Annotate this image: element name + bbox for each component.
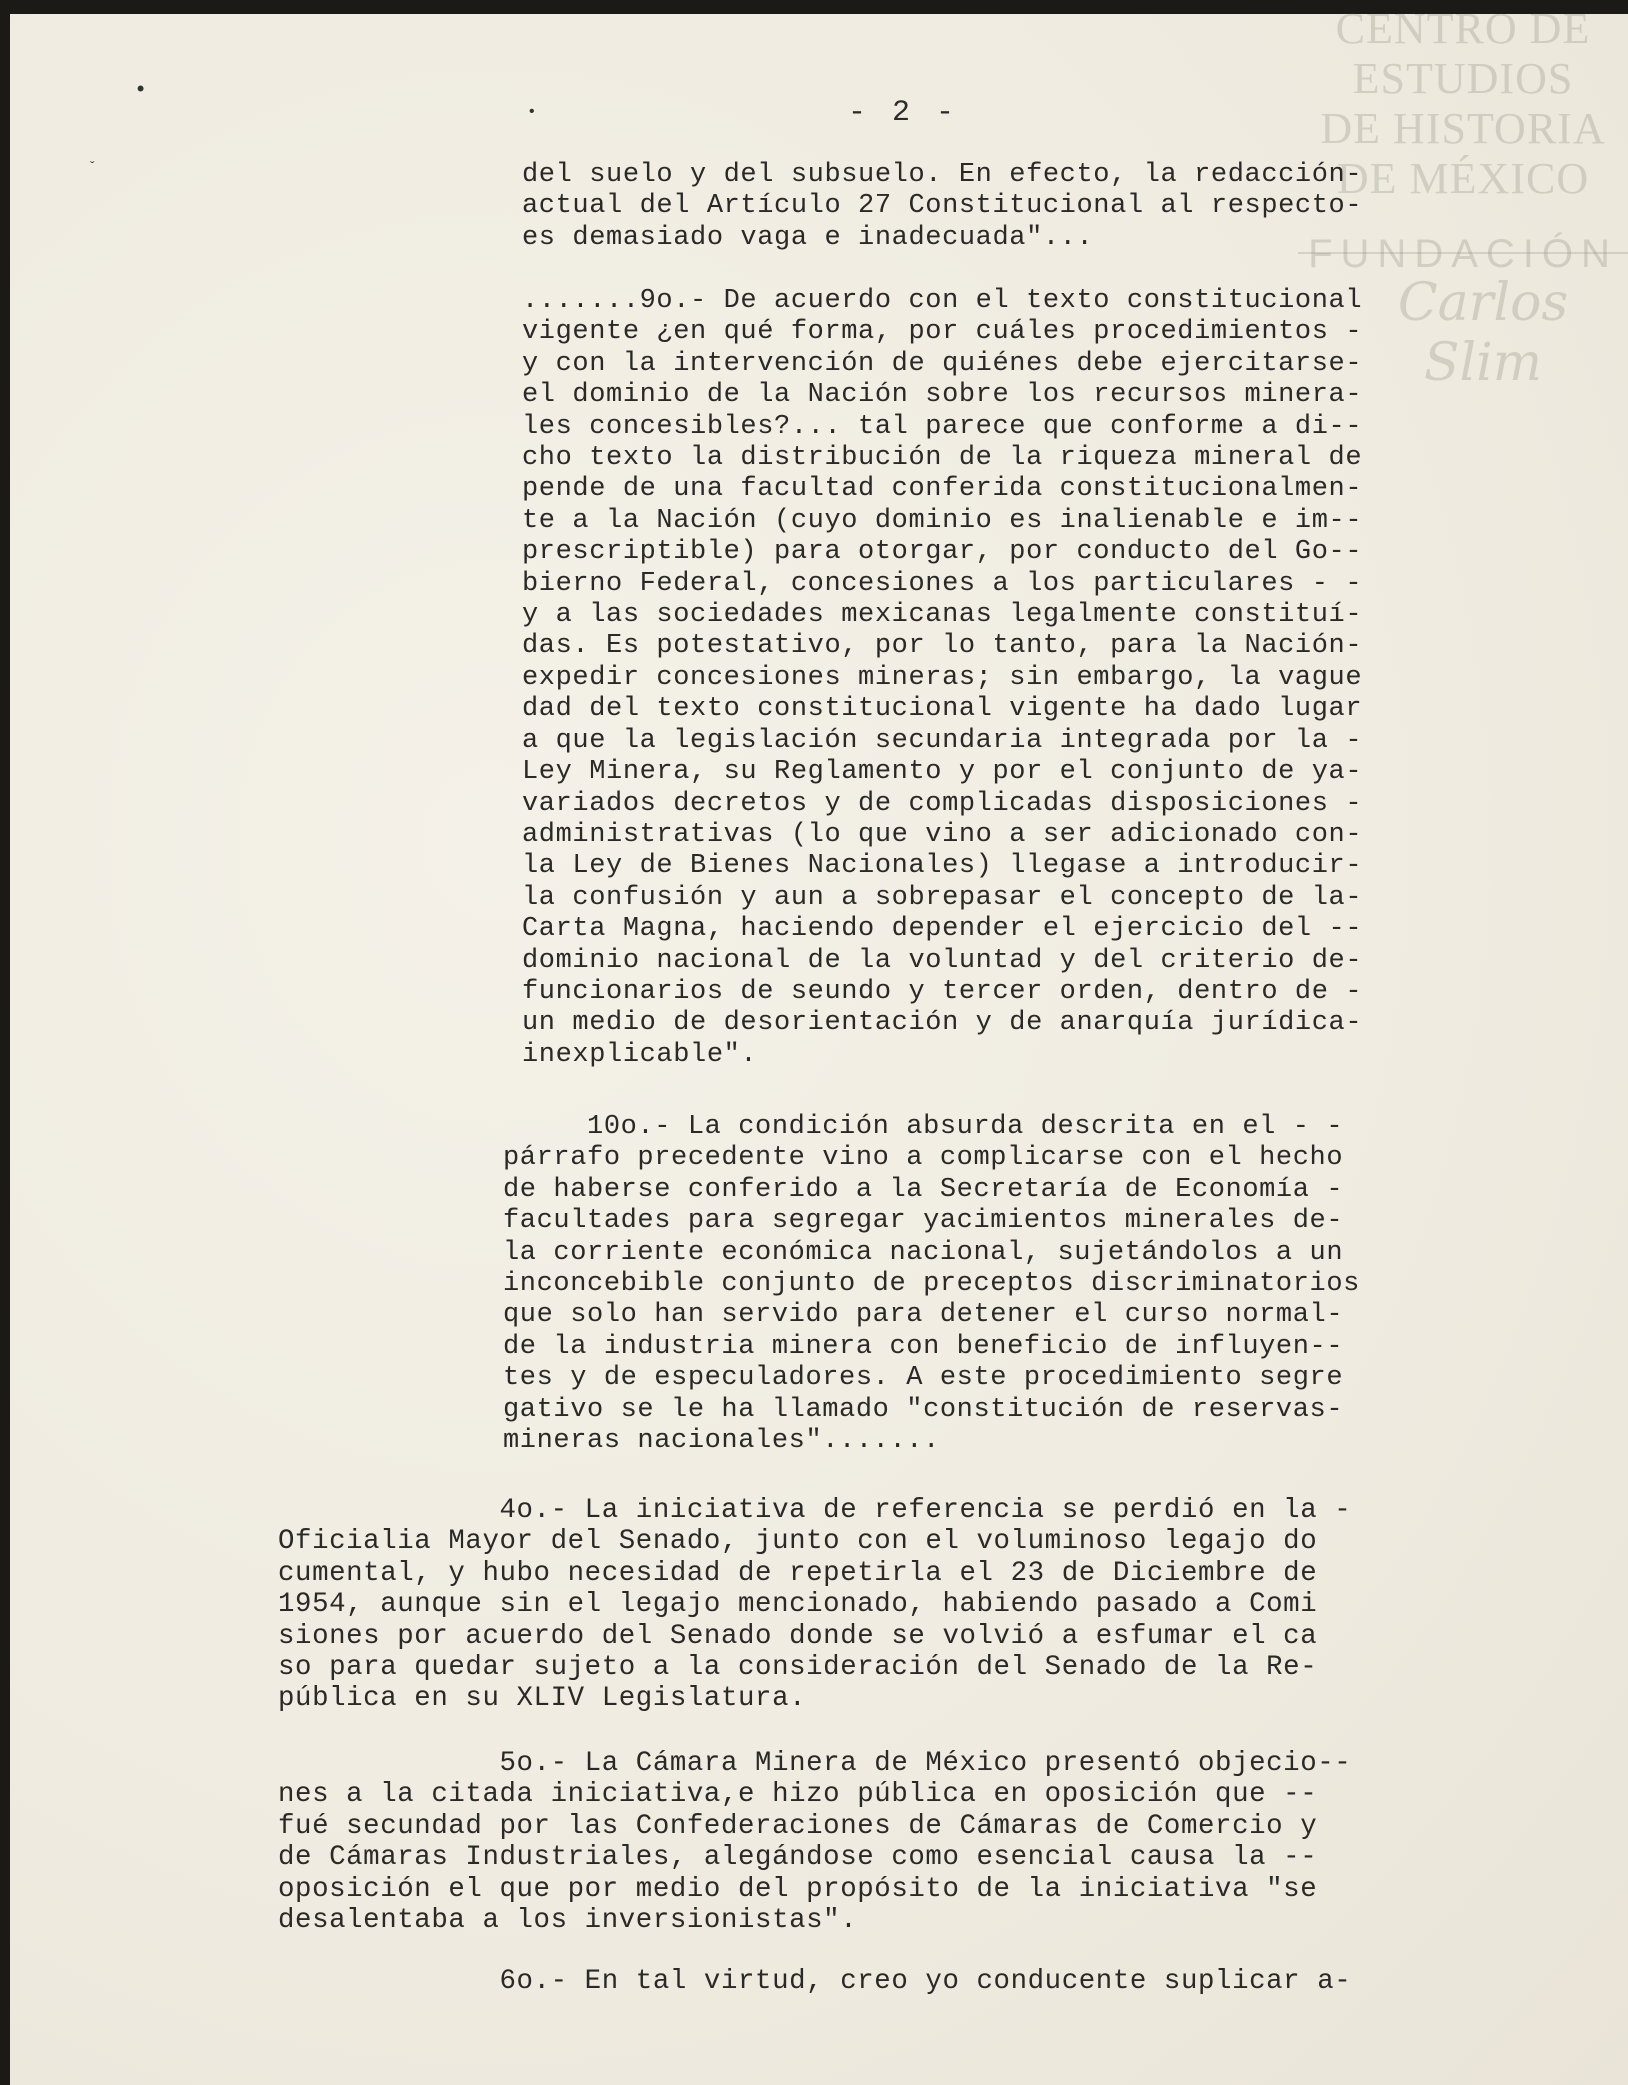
watermark-line-1: CENTRO DE [1335, 4, 1591, 53]
text-line: que solo han servido para detener el curso normal- [503, 1300, 1344, 1331]
text-line: te a la Nación (cuyo dominio es inalienable e im-- [522, 505, 1363, 536]
text-line: la confusión y aun a sobrepasar el concepto de la- [522, 882, 1363, 913]
paragraph-6 [278, 1966, 1351, 1997]
text-line: dominio nacional de la voluntad y del criterio de- [522, 945, 1363, 976]
text-line: la Ley de Bienes Nacionales) llegase a introducir- [522, 851, 1363, 882]
text-line: 1954, aunque sin el legajo mencionado, habiendo pasado a Comi [278, 1589, 1318, 1621]
text-line: cumental, y hubo necesidad de repetirla el 23 de Diciembre de [278, 1557, 1318, 1589]
text-line: desalentaba a los inversionistas". [278, 1905, 858, 1937]
text-line: funcionarios de seundo y tercer orden, dentro de - [522, 976, 1363, 1007]
text-line: vigente ¿en qué forma, por cuáles procedimientos - [522, 317, 1363, 348]
text-line: de haberse conferido a la Secretaría de Economía - [503, 1174, 1344, 1205]
text-line: y con la intervención de quiénes debe ejercitarse- [522, 348, 1363, 379]
text-line: pública en su XLIV Legislatura. [278, 1683, 807, 1715]
text-line: inexplicable". [522, 1039, 758, 1070]
text-line: administrativas (lo que vino a ser adicionado con- [522, 819, 1363, 850]
text-line: facultades para segregar yacimientos minerales de- [503, 1206, 1344, 1237]
text-line: párrafo precedente vino a complicarse con el hecho [503, 1143, 1344, 1174]
watermark-line-3: DE HISTORIA [1320, 104, 1606, 153]
watermark-foundation: FUNDACIÓN [1308, 232, 1618, 276]
text-line: Oficialia Mayor del Senado, junto con el voluminoso legajo do [278, 1526, 1318, 1558]
text-line: fué secundad por las Confederaciones de Cámaras de Comercio y [278, 1810, 1318, 1842]
paragraph-4 [278, 1495, 1351, 1715]
text-line: 5o.- La Cámara Minera de México presentó objecio-- [278, 1748, 1352, 1779]
text-line: 10o.- La condición absurda descrita en el - - [503, 1112, 1344, 1142]
margin-mark: • [527, 103, 537, 121]
text-line: mineras nacionales"....... [503, 1426, 940, 1457]
text-line: .......9o.- De acuerdo con el texto constitucional [522, 286, 1363, 316]
text-line: actual del Artículo 27 Constitucional al respecto- [522, 191, 1363, 222]
text-line: bierno Federal, concesiones a los particulares - - [522, 568, 1363, 599]
text-line: un medio de desorientación y de anarquía jurídica- [522, 1008, 1363, 1039]
margin-mark: ˇ [88, 160, 97, 176]
text-line: variados decretos y de complicadas disposiciones - [522, 788, 1363, 819]
watermark-line-2: ESTUDIOS [1352, 54, 1574, 103]
text-line: pende de una facultad conferida constitucionalmen- [522, 474, 1363, 505]
text-line: y a las sociedades mexicanas legalmente constituí- [522, 600, 1363, 631]
text-line: es demasiado vaga e inadecuada"... [522, 222, 1094, 253]
text-line: de la industria minera con beneficio de influyen-- [503, 1331, 1344, 1362]
text-line: les concesibles?... tal parece que conforme a di-- [522, 411, 1363, 442]
text-line: la corriente económica nacional, sujetándolos a un [503, 1237, 1344, 1268]
page-number: - 2 - [848, 96, 959, 130]
text-line: del suelo y del subsuelo. En efecto, la redacción- [522, 160, 1363, 190]
text-line: expedir concesiones mineras; sin embargo, la vague [522, 662, 1363, 693]
text-line: dad del texto constitucional vigente ha dado lugar [522, 694, 1363, 725]
text-line: Ley Minera, su Reglamento y por el conjunto de ya- [522, 757, 1363, 788]
text-line: das. Es potestativo, por lo tanto, para la Nación- [522, 631, 1363, 662]
margin-mark: • [134, 78, 148, 103]
text-line: nes a la citada iniciativa,e hizo pública en oposición que -- [278, 1779, 1318, 1811]
text-line: el dominio de la Nación sobre los recursos minera- [522, 380, 1363, 411]
text-line: 4o.- La iniciativa de referencia se perdió en la - [278, 1495, 1352, 1526]
text-line: a que la legislación secundaria integrada por la - [522, 725, 1363, 756]
text-line: de Cámaras Industriales, alegándose como esencial causa la -- [278, 1842, 1318, 1874]
watermark-line-4: DE MÉXICO [1336, 154, 1590, 203]
text-line: siones por acuerdo del Senado donde se volvió a esfumar el ca [278, 1620, 1318, 1652]
text-line: oposición el que por medio del propósito de la iniciativa "se [278, 1873, 1318, 1905]
text-line: gativo se le ha llamado "constitución de reservas- [503, 1394, 1344, 1425]
paragraph-10 [503, 1112, 1360, 1457]
text-line: Carta Magna, haciendo depender el ejercicio del -- [522, 914, 1363, 945]
text-line: tes y de especuladores. A este procedimiento segre [503, 1363, 1344, 1394]
paragraph-9 [522, 286, 1362, 1071]
text-line: 6o.- En tal virtud, creo yo conducente suplicar a- [278, 1966, 1352, 1997]
text-line: prescriptible) para otorgar, por conducto del Go-- [522, 537, 1363, 568]
watermark-signature: Carlos Slim [1397, 273, 1569, 393]
paragraph-5 [278, 1748, 1351, 1936]
paragraph-quote-end [522, 160, 1362, 254]
text-line: cho texto la distribución de la riqueza mineral de [522, 443, 1363, 474]
text-line: inconcebible conjunto de preceptos discriminatorios [503, 1269, 1360, 1300]
text-line: so para quedar sujeto a la consideración del Senado de la Re- [278, 1652, 1318, 1684]
